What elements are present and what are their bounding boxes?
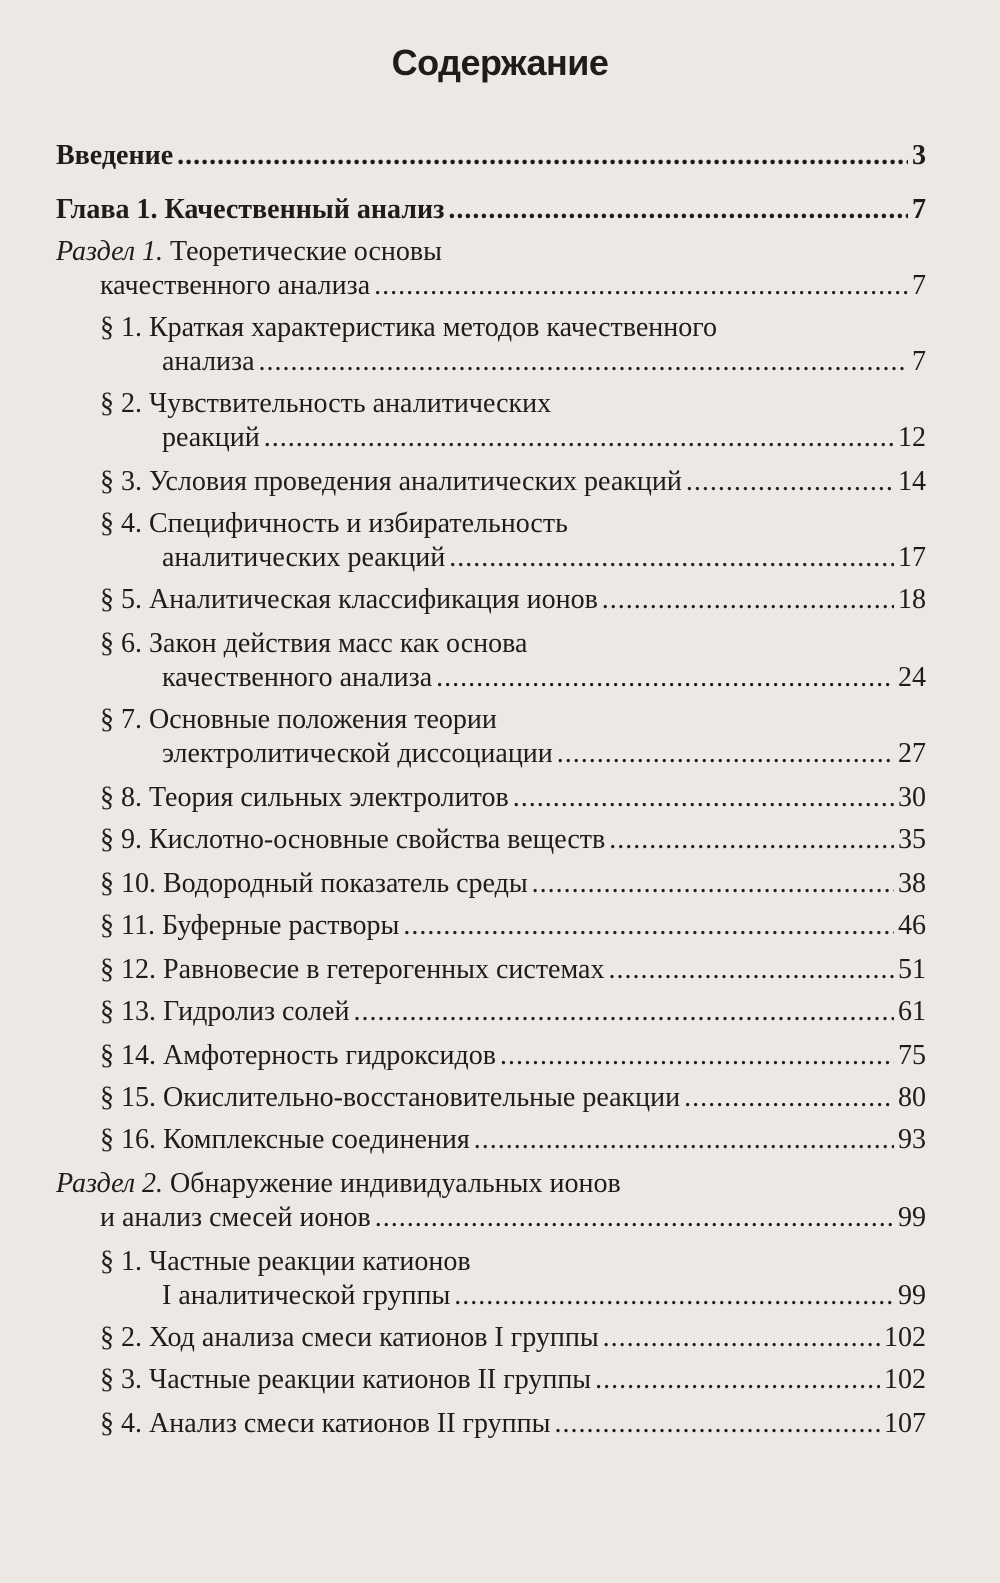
dot-leader — [449, 540, 894, 576]
toc-entry-label: электролитической диссоциации — [162, 738, 553, 769]
dot-leader — [177, 138, 908, 174]
dot-leader — [686, 464, 894, 500]
toc-page-number: 38 — [898, 868, 926, 899]
toc-item-first-line: § 2. Чувствительность аналитических — [100, 388, 552, 419]
toc-entry-s2-p2[interactable] — [100, 1320, 926, 1356]
toc-entry-label: аналитических реакций — [162, 542, 446, 573]
toc-page-number: 99 — [898, 1202, 926, 1233]
dot-leader — [513, 780, 894, 816]
toc-item-first-line: § 6. Закон действия масс как основа — [100, 628, 528, 659]
toc-page-number: 102 — [884, 1364, 926, 1395]
toc-entry-s1-p4[interactable] — [162, 540, 926, 576]
toc-page-number: 27 — [898, 738, 926, 769]
toc-page-number: 80 — [898, 1082, 926, 1113]
toc-entry-s1-p14[interactable] — [100, 1038, 926, 1074]
toc-page-number: 3 — [912, 140, 926, 171]
toc-page-number: 18 — [898, 584, 926, 615]
toc-page-number: 61 — [898, 996, 926, 1027]
dot-leader — [603, 1320, 880, 1356]
section-title: Обнаружение индивидуальных ионов — [170, 1168, 621, 1199]
toc-item-first-line: § 4. Специфичность и избирательность — [100, 508, 568, 539]
toc-page-number: 7 — [912, 346, 926, 377]
toc-entry-label: § 4. Анализ смеси катионов II группы — [100, 1408, 551, 1439]
toc-entry-label: § 11. Буферные растворы — [100, 910, 400, 941]
toc-entry-s1-p5[interactable] — [100, 582, 926, 618]
toc-entry-label: и анализ смесей ионов — [100, 1202, 371, 1233]
toc-section-1-heading — [56, 234, 442, 270]
toc-entry-s1-p12[interactable] — [100, 952, 926, 988]
toc-entry-label: качественного анализа — [100, 270, 371, 301]
dot-leader — [259, 344, 908, 380]
toc-entry-label: § 3. Частные реакции катионов II группы — [100, 1364, 592, 1395]
toc-page-number: 107 — [884, 1408, 926, 1439]
toc-page-number: 35 — [898, 824, 926, 855]
toc-entry-s1-p13[interactable] — [100, 994, 926, 1030]
toc-page-number: 75 — [898, 1040, 926, 1071]
toc-page-number: 24 — [898, 662, 926, 693]
toc-entry-label: § 3. Условия проведения аналитических реакций — [100, 466, 682, 497]
toc-entry-s1-p3[interactable] — [100, 464, 926, 500]
toc-entry-s1-p1[interactable] — [162, 344, 926, 380]
toc-entry-s1-p2[interactable] — [162, 420, 926, 456]
toc-item-first-line: § 1. Краткая характеристика методов качественного — [100, 312, 717, 343]
toc-entry-s1-p8[interactable] — [100, 780, 926, 816]
toc-entry-s1-p7[interactable] — [162, 736, 926, 772]
toc-entry-s1-p15[interactable] — [100, 1080, 926, 1116]
toc-entry-label: Глава 1. Качественный анализ — [56, 194, 445, 225]
dot-leader — [554, 1406, 880, 1442]
dot-leader — [375, 1200, 894, 1236]
toc-entry-s1-p6[interactable] — [162, 660, 926, 696]
section-title: Теоретические основы — [170, 236, 442, 267]
dot-leader — [684, 1080, 894, 1116]
toc-entry-section-2[interactable] — [100, 1200, 926, 1236]
toc-page-number: 7 — [912, 270, 926, 301]
dot-leader — [454, 1278, 894, 1314]
toc-entry-label: анализа — [162, 346, 255, 377]
toc-entry-label: § 16. Комплексные соединения — [100, 1124, 470, 1155]
toc-item-first-line: § 1. Частные реакции катионов — [100, 1246, 471, 1277]
dot-leader — [403, 908, 894, 944]
dot-leader — [500, 1038, 894, 1074]
toc-page-number: 99 — [898, 1280, 926, 1311]
dot-leader — [474, 1122, 894, 1158]
toc-page-number: 102 — [884, 1322, 926, 1353]
dot-leader — [557, 736, 894, 772]
dot-leader — [608, 952, 894, 988]
toc-entry-chapter-1[interactable] — [56, 192, 926, 228]
dot-leader — [448, 192, 908, 228]
toc-entry-label: Введение — [56, 140, 174, 171]
toc-entry-s1-p10[interactable] — [100, 866, 926, 902]
toc-page-number: 46 — [898, 910, 926, 941]
toc-entry-label: § 10. Водородный показатель среды — [100, 868, 528, 899]
toc-page-number: 93 — [898, 1124, 926, 1155]
toc-entry-intro[interactable] — [56, 138, 926, 174]
toc-item-first-line: § 7. Основные положения теории — [100, 704, 497, 735]
toc-page-number: 51 — [898, 954, 926, 985]
toc-entry-label: § 2. Ход анализа смеси катионов I группы — [100, 1322, 599, 1353]
toc-entry-label: § 8. Теория сильных электролитов — [100, 782, 509, 813]
dot-leader — [602, 582, 894, 618]
toc-entry-label: I аналитической группы — [162, 1280, 451, 1311]
dot-leader — [609, 822, 894, 858]
toc-entry-label: § 15. Окислительно-восстановительные реакции — [100, 1082, 681, 1113]
toc-entry-label: § 13. Гидролиз солей — [100, 996, 350, 1027]
toc-page-number: 14 — [898, 466, 926, 497]
dot-leader — [532, 866, 894, 902]
toc-entry-section-1[interactable] — [100, 268, 926, 304]
dot-leader — [595, 1362, 880, 1398]
toc-entry-s2-p3[interactable] — [100, 1362, 926, 1398]
toc-entry-s2-p4[interactable] — [100, 1406, 926, 1442]
toc-entry-label: § 14. Амфотерность гидроксидов — [100, 1040, 496, 1071]
toc-entry-s1-p16[interactable] — [100, 1122, 926, 1158]
dot-leader — [264, 420, 894, 456]
toc-page-number: 12 — [898, 422, 926, 453]
toc-entry-label: § 5. Аналитическая классификация ионов — [100, 584, 598, 615]
page-title: Содержание — [391, 42, 609, 83]
section-prefix: Раздел 2. — [56, 1168, 164, 1199]
toc-entry-s1-p11[interactable] — [100, 908, 926, 944]
toc-page-number: 7 — [912, 194, 926, 225]
toc-page-number: 17 — [898, 542, 926, 573]
dot-leader — [353, 994, 894, 1030]
dot-leader — [374, 268, 908, 304]
toc-entry-s2-p1[interactable] — [162, 1278, 926, 1314]
dot-leader — [436, 660, 894, 696]
toc-entry-label: реакций — [162, 422, 260, 453]
toc-entry-label: § 12. Равновесие в гетерогенных системах — [100, 954, 605, 985]
section-prefix: Раздел 1. — [56, 236, 164, 267]
toc-entry-s1-p9[interactable] — [100, 822, 926, 858]
toc-entry-label: § 9. Кислотно-основные свойства веществ — [100, 824, 606, 855]
toc-page-number: 30 — [898, 782, 926, 813]
toc-entry-label: качественного анализа — [162, 662, 433, 693]
toc-section-2-heading — [56, 1166, 621, 1202]
